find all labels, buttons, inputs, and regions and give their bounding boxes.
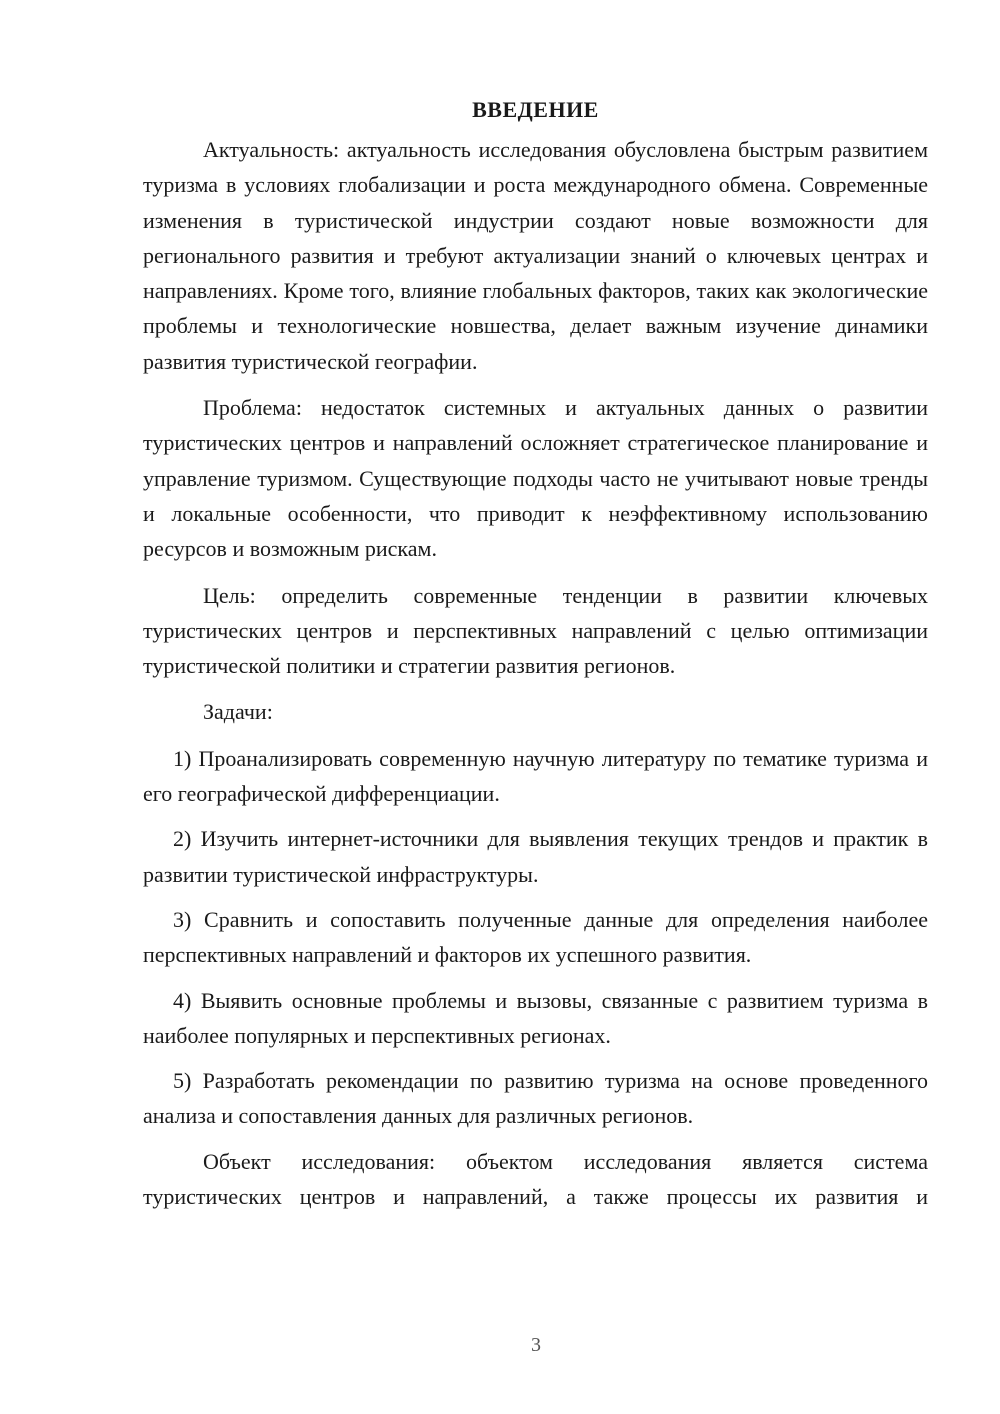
page-title: ВВЕДЕНИЕ bbox=[472, 97, 599, 122]
paragraph-relevance: Актуальность: актуальность исследования обусловлена быстрым развитием туризма в условиях глобализации и роста международного обмена. Современные изменения в туристической индустрии создают новые возможности для регионального развития и требуют актуализации знаний о ключевых центрах и направлениях. Кроме того, влияние глобальных факторов, таких как экологические проблемы и технологические новшества, делает важным изучение динамики развития туристической географии. bbox=[143, 137, 928, 374]
document-page bbox=[143, 92, 928, 1225]
page-number: 3 bbox=[531, 1334, 541, 1356]
task-item-1: 1) Проанализировать современную научную литературу по тематике туризма и его географической дифференциации. bbox=[143, 745, 928, 807]
task-item-3: 3) Сравнить и сопоставить полученные данные для определения наиболее перспективных направлений и факторов их успешного развития. bbox=[143, 906, 928, 968]
paragraph-goal: Цель: определить современные тенденции в развитии ключевых туристических центров и перспективных направлений с целью оптимизации туристической политики и стратегии развития регионов. bbox=[143, 582, 928, 679]
paragraph-object: Объект исследования: объектом исследования является система туристических центров и направлений, а также процессы их развития и bbox=[143, 1148, 928, 1210]
tasks-label: Задачи: bbox=[203, 699, 273, 725]
task-item-2: 2) Изучить интернет-источники для выявления текущих трендов и практик в развитии туристической инфраструктуры. bbox=[143, 826, 928, 887]
paragraph-problem: Проблема: недостаток системных и актуальных данных о развитии туристических центров и направлений осложняет стратегическое планирование и управление туризмом. Существующие подходы часто не учитывают новые тренды и локальные особенности, что приводит к неэффективному использованию ресурсов и возможным рискам. bbox=[143, 395, 928, 562]
task-item-4: 4) Выявить основные проблемы и вызовы, связанные с развитием туризма в наиболее популярных и перспективных регионах. bbox=[143, 987, 928, 1048]
task-item-5: 5) Разработать рекомендации по развитию туризма на основе проведенного анализа и сопоставления данных для различных регионов. bbox=[143, 1068, 928, 1129]
